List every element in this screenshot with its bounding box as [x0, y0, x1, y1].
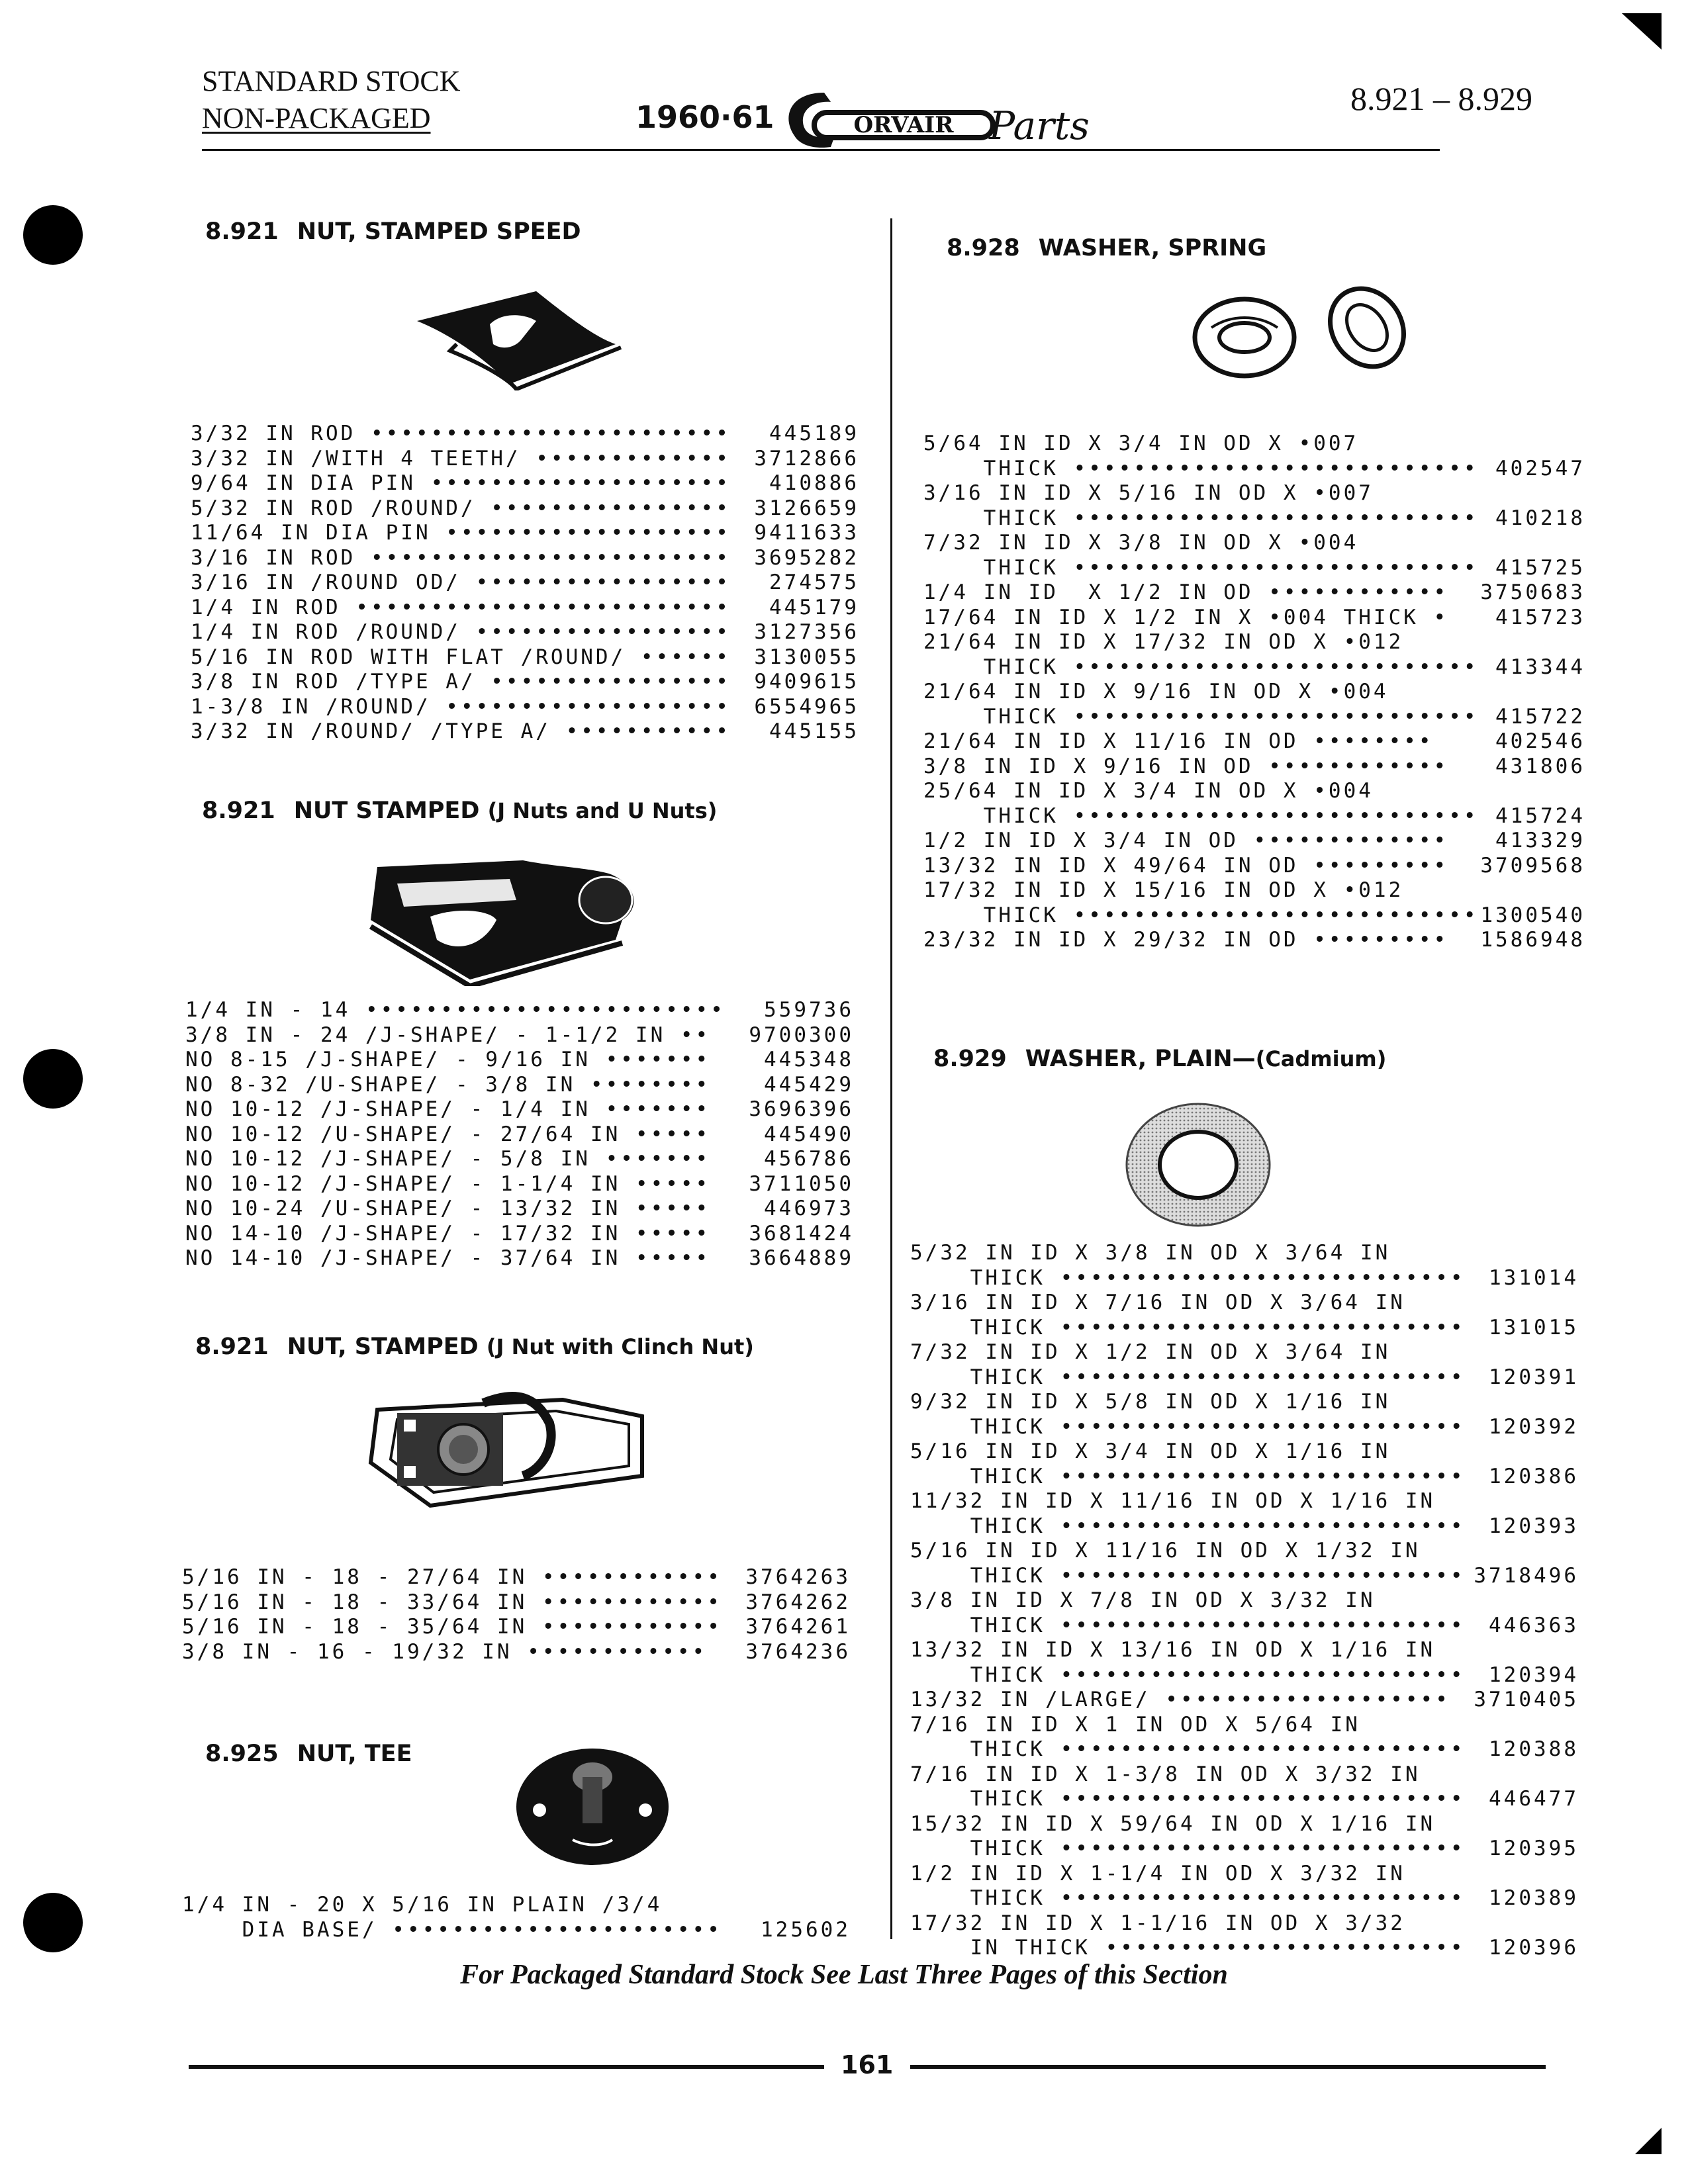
- list-item: NO 14-10 /J-SHAPE/ - 37/64 IN ••••• 3664889: [185, 1246, 854, 1270]
- list-item: 9/64 IN DIA PIN •••••••••••••••••••• 410886: [191, 471, 859, 495]
- list-item: 3/8 IN - 24 /J-SHAPE/ - 1-1/2 IN •• 9700300: [185, 1023, 854, 1047]
- list-item: 1-3/8 IN /ROUND/ ••••••••••••••••••• 6554965: [191, 694, 859, 719]
- corner-triangle-bottom: [1635, 2128, 1662, 2154]
- list-item: 7/32 IN ID X 3/8 IN OD X •004: [923, 531, 1359, 555]
- list-item: 9/32 IN ID X 5/8 IN OD X 1/16 IN: [910, 1390, 1391, 1414]
- list-item: 5/16 IN ID X 3/4 IN OD X 1/16 IN: [910, 1439, 1391, 1463]
- list-item: THICK ••••••••••••••••••••••••••• 1300540: [923, 903, 1585, 927]
- footer-note: For Packaged Standard Stock See Last Three Pages of this Section: [460, 1960, 1228, 1990]
- footer-rule-left: [189, 2065, 824, 2069]
- list-item: 1/2 IN ID X 3/4 IN OD ••••••••••••• 413329: [923, 829, 1585, 852]
- column-divider: [890, 218, 892, 1939]
- section-subtitle: (J Nuts and U Nuts): [487, 798, 718, 823]
- section-title: WASHER, SPRING: [1038, 235, 1267, 261]
- section-title: NUT STAMPED: [293, 797, 480, 824]
- section-number: 8.921: [195, 1334, 269, 1360]
- page-number: 161: [841, 2050, 894, 2079]
- list-item: 13/32 IN /LARGE/ ••••••••••••••••••• 3710405: [910, 1688, 1579, 1711]
- header-line-2: NON-PACKAGED: [202, 102, 431, 134]
- list-item: THICK ••••••••••••••••••••••••••• 120386: [910, 1464, 1579, 1488]
- section-subtitle: (J Nut with Clinch Nut): [486, 1334, 754, 1359]
- list-item: NO 14-10 /J-SHAPE/ - 17/32 IN ••••• 3681424: [185, 1221, 854, 1246]
- list-item: THICK ••••••••••••••••••••••••••• 410218: [923, 506, 1585, 530]
- list-item: 3/16 IN ID X 7/16 IN OD X 3/64 IN: [910, 1291, 1405, 1314]
- list-item: 17/64 IN ID X 1/2 IN X •004 THICK • 415723: [923, 605, 1585, 629]
- list-item: 17/32 IN ID X 15/16 IN OD X •012: [923, 878, 1404, 902]
- list-item: THICK ••••••••••••••••••••••••••• 120392: [910, 1414, 1579, 1439]
- list-item: THICK ••••••••••••••••••••••••••• 120394: [910, 1662, 1579, 1687]
- list-item: THICK ••••••••••••••••••••••••••• 120388: [910, 1737, 1579, 1761]
- list-item: THICK ••••••••••••••••••••••••••• 131015: [910, 1315, 1579, 1340]
- list-item: 5/16 IN - 18 - 35/64 IN •••••••••••• 3764261: [182, 1615, 851, 1639]
- parts-list: [923, 432, 1585, 953]
- list-item: THICK ••••••••••••••••••••••••••• 413344: [923, 655, 1585, 679]
- list-item: 3/32 IN /WITH 4 TEETH/ ••••••••••••• 3712866: [191, 446, 859, 471]
- punch-hole: [23, 1049, 83, 1109]
- clinch-nut-illustration: [351, 1383, 655, 1519]
- list-item: NO 10-12 /J-SHAPE/ - 1/4 IN ••••••• 3696396: [185, 1097, 854, 1121]
- parts-list: [185, 998, 854, 1271]
- list-item: 3/8 IN - 16 - 19/32 IN •••••••••••• 3764236: [182, 1639, 851, 1664]
- punch-hole: [23, 205, 83, 265]
- list-item: THICK ••••••••••••••••••••••••••• 415725: [923, 555, 1585, 580]
- list-item: 5/16 IN - 18 - 27/64 IN •••••••••••• 3764263: [182, 1565, 851, 1589]
- section-number: 8.929: [933, 1046, 1007, 1072]
- parts-list: [182, 1893, 851, 1942]
- list-item: 11/32 IN ID X 11/16 IN OD X 1/16 IN: [910, 1489, 1436, 1513]
- section-number: 8.921: [202, 797, 275, 824]
- section-heading: [202, 797, 717, 824]
- parts-list: [910, 1241, 1579, 1961]
- model-year: 1960·61: [635, 99, 774, 135]
- list-item: 3/32 IN ROD •••••••••••••••••••••••• 445189: [191, 422, 859, 445]
- list-item: THICK ••••••••••••••••••••••••••• 446363: [910, 1613, 1579, 1637]
- list-item: 3/16 IN ROD •••••••••••••••••••••••• 3695282: [191, 545, 859, 570]
- j-nut-illustration: [357, 854, 649, 989]
- list-item: THICK ••••••••••••••••••••••••••• 3718496: [910, 1563, 1579, 1588]
- logo-parts-script: Parts: [989, 103, 1090, 148]
- list-item: 25/64 IN ID X 3/4 IN OD X •004: [923, 779, 1374, 803]
- list-item: DIA BASE/ •••••••••••••••••••••• 125602: [182, 1917, 851, 1942]
- section-title: NUT, TEE: [297, 1741, 412, 1767]
- list-item: 1/4 IN - 20 X 5/16 IN PLAIN /3/4: [182, 1893, 663, 1917]
- list-item: 11/64 IN DIA PIN ••••••••••••••••••• 9411633: [191, 521, 859, 545]
- list-item: THICK ••••••••••••••••••••••••••• 415722: [923, 704, 1585, 729]
- corvair-logo-graphic: [778, 86, 1149, 152]
- list-item: 1/4 IN ROD /ROUND/ ••••••••••••••••• 3127356: [191, 620, 859, 644]
- list-item: THICK ••••••••••••••••••••••••••• 415724: [923, 803, 1585, 828]
- list-item: 5/16 IN ID X 11/16 IN OD X 1/32 IN: [910, 1539, 1421, 1563]
- list-item: 21/64 IN ID X 17/32 IN OD X •012: [923, 630, 1404, 654]
- section-number: 8.921: [205, 218, 279, 245]
- footer-rule-right: [910, 2065, 1546, 2069]
- list-item: 5/64 IN ID X 3/4 IN OD X •007: [923, 432, 1359, 455]
- list-item: THICK ••••••••••••••••••••••••••• 120389: [910, 1886, 1579, 1910]
- list-item: 3/8 IN ID X 7/8 IN OD X 3/32 IN: [910, 1588, 1376, 1612]
- list-item: THICK ••••••••••••••••••••••••••• 120395: [910, 1837, 1579, 1860]
- list-item: NO 8-15 /J-SHAPE/ - 9/16 IN ••••••• 445348: [185, 1048, 854, 1071]
- list-item: 5/32 IN ID X 3/8 IN OD X 3/64 IN: [910, 1241, 1391, 1265]
- logo-brand-text: ORVAIR: [853, 112, 954, 138]
- list-item: THICK ••••••••••••••••••••••••••• 120393: [910, 1514, 1579, 1538]
- section-heading: [947, 235, 1266, 261]
- header-title-block: [202, 63, 461, 137]
- list-item: 3/8 IN ID X 9/16 IN OD •••••••••••• 431806: [923, 754, 1585, 778]
- header-rule: [202, 149, 1440, 151]
- parts-list: [182, 1565, 851, 1664]
- list-item: 17/32 IN ID X 1-1/16 IN OD X 3/32: [910, 1911, 1405, 1935]
- list-item: 5/16 IN ROD WITH FLAT /ROUND/ •••••• 3130055: [191, 645, 859, 669]
- list-item: 13/32 IN ID X 13/16 IN OD X 1/16 IN: [910, 1638, 1436, 1662]
- list-item: 5/32 IN ROD /ROUND/ •••••••••••••••• 3126659: [191, 496, 859, 520]
- list-item: 3/32 IN /ROUND/ /TYPE A/ ••••••••••• 445155: [191, 719, 859, 743]
- section-subtitle: (Cadmium): [1255, 1046, 1387, 1071]
- list-item: 15/32 IN ID X 59/64 IN OD X 1/16 IN: [910, 1811, 1436, 1836]
- list-item: 3/16 IN /ROUND OD/ ••••••••••••••••• 274575: [191, 570, 859, 594]
- list-item: 1/4 IN ID X 1/2 IN OD •••••••••••• 3750683: [923, 580, 1585, 604]
- list-item: THICK ••••••••••••••••••••••••••• 446477: [910, 1787, 1579, 1811]
- list-item: 7/32 IN ID X 1/2 IN OD X 3/64 IN: [910, 1340, 1391, 1364]
- list-item: 5/16 IN - 18 - 33/64 IN •••••••••••• 3764262: [182, 1590, 851, 1614]
- list-item: 7/16 IN ID X 1 IN OD X 5/64 IN: [910, 1712, 1360, 1737]
- list-item: THICK ••••••••••••••••••••••••••• 120391: [910, 1365, 1579, 1389]
- section-heading: [205, 1741, 412, 1767]
- section-number: 8.928: [947, 235, 1020, 261]
- list-item: 1/4 IN ROD ••••••••••••••••••••••••• 445179: [191, 595, 859, 619]
- corner-triangle-top: [1622, 13, 1662, 50]
- section-title: NUT, STAMPED SPEED: [297, 218, 581, 245]
- speed-nut-illustration: [410, 285, 622, 394]
- tee-nut-illustration: [513, 1741, 672, 1870]
- section-heading: [195, 1334, 754, 1360]
- header-line-1: STANDARD STOCK: [202, 65, 461, 97]
- list-item: NO 10-12 /J-SHAPE/ - 1-1/4 IN ••••• 3711050: [185, 1171, 854, 1196]
- list-item: IN THICK •••••••••••••••••••••••• 120396: [910, 1936, 1579, 1960]
- spring-washer-illustration: [1192, 285, 1417, 387]
- parts-list: [191, 422, 859, 745]
- section-heading: [933, 1046, 1386, 1072]
- list-item: NO 8-32 /U-SHAPE/ - 3/8 IN •••••••• 445429: [185, 1072, 854, 1097]
- list-item: NO 10-24 /U-SHAPE/ - 13/32 IN ••••• 446973: [185, 1197, 854, 1220]
- list-item: 21/64 IN ID X 11/16 IN OD •••••••• 402546: [923, 729, 1585, 753]
- section-title: NUT, STAMPED: [287, 1334, 479, 1360]
- list-item: 3/8 IN ROD /TYPE A/ •••••••••••••••• 9409615: [191, 670, 859, 694]
- list-item: 23/32 IN ID X 29/32 IN OD ••••••••• 1586948: [923, 928, 1585, 952]
- list-item: 13/32 IN ID X 49/64 IN OD ••••••••• 3709568: [923, 853, 1585, 878]
- list-item: NO 10-12 /U-SHAPE/ - 27/64 IN ••••• 445490: [185, 1122, 854, 1146]
- list-item: THICK ••••••••••••••••••••••••••• 402547: [923, 456, 1585, 480]
- list-item: NO 10-12 /J-SHAPE/ - 5/8 IN ••••••• 456786: [185, 1147, 854, 1171]
- list-item: 1/2 IN ID X 1-1/4 IN OD X 3/32 IN: [910, 1861, 1405, 1886]
- list-item: 3/16 IN ID X 5/16 IN OD X •007: [923, 481, 1374, 505]
- section-heading: [205, 218, 581, 245]
- list-item: 7/16 IN ID X 1-3/8 IN OD X 3/32 IN: [910, 1762, 1421, 1786]
- list-item: 1/4 IN - 14 •••••••••••••••••••••••• 559736: [185, 998, 854, 1022]
- corvair-parts-logo: [778, 86, 1149, 156]
- punch-hole: [23, 1893, 83, 1952]
- section-title: WASHER, PLAIN—: [1025, 1046, 1256, 1072]
- section-number: 8.925: [205, 1741, 279, 1767]
- list-item: THICK ••••••••••••••••••••••••••• 131014: [910, 1265, 1579, 1290]
- plain-washer-illustration: [1119, 1099, 1278, 1234]
- section-range: 8.921 – 8.929: [1350, 80, 1532, 117]
- list-item: 21/64 IN ID X 9/16 IN OD X •004: [923, 680, 1389, 704]
